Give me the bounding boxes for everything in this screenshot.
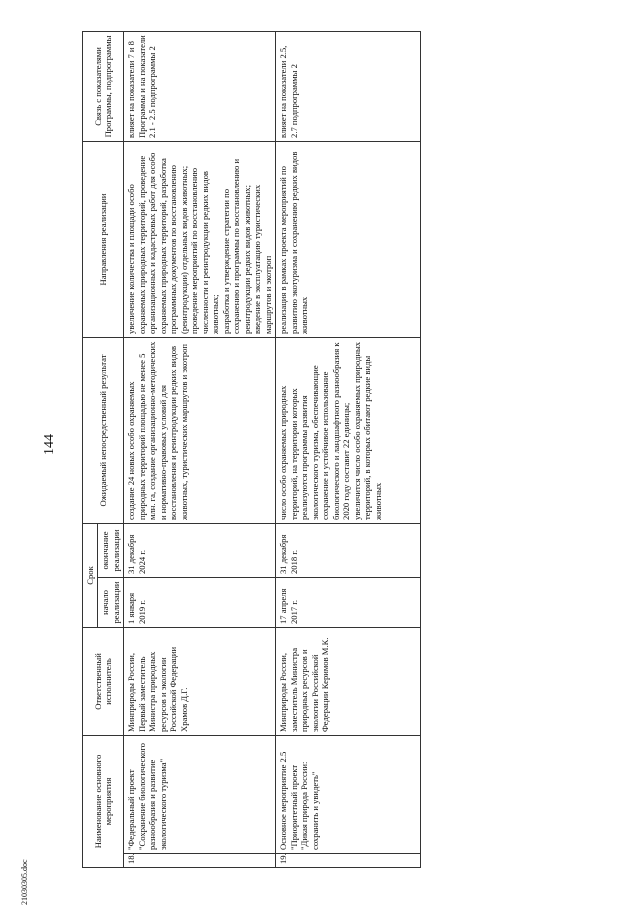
result-text: число особо охраняемых природных территорий, на территории которых реализуются программы развития экологического туризма, обеспечивающие сохранение и устойчивое использование биологического и ландшафтного разнообразия к 2020 году составит 22 единицы; увеличится число особо охраняемых природных территорий, в которых обитают редкие виды животных [278, 341, 383, 520]
indicator-link: влияет на показатели 2.5, 2.7 подпрограммы 2 [276, 31, 421, 141]
measure-name: "Федеральный проект "Сохранение биологического разнообразия и развитие экологического туризма" [124, 735, 276, 853]
header-result: Ожидаемый непосредственный результат [83, 337, 124, 523]
header-start: начало реализации [98, 577, 124, 627]
direction: реализация в рамках проекта мероприятий по развитию экотуризма и сохранению редких видов животных [276, 141, 421, 337]
row-number: 18. [124, 854, 276, 868]
indicator-link: влияет на показатели 7 и 8 Программы и на показатели 2.1 - 2.5 подпрограммы 2 [124, 31, 276, 141]
start-date: 1 января 2019 г. [124, 577, 276, 627]
page-number: 144 [42, 434, 57, 455]
header-row [83, 31, 98, 867]
header-name: Наименование основного мероприятия [83, 735, 124, 867]
table-row [124, 31, 276, 867]
table-row [276, 31, 421, 867]
header-executor: Ответственный исполнитель [83, 627, 124, 735]
direction [124, 141, 276, 337]
document-code: 21030305.doc [20, 859, 29, 905]
header-direction: Направления реализации [83, 141, 124, 337]
end-date: 31 декабря 2018 г. [276, 523, 421, 577]
header-link: Связь с показателями Программы, подпрограммы [83, 31, 124, 141]
header-end: окончание реализации [98, 523, 124, 577]
direction-text: увеличение количества и площади особо охраняемых природных территорий, проведение организационных и кадастровых работ для особо охраняемых природных территорий, разработка программных документов по восстановлению (реинтродукции) отдельных видов животных; проведение мероприятий по восстановлению численности и реинтродукции редких видов животных; разработка и утверждение стратегии по сохранению и программы по восстановлению и реинтродукции редких видов животных; введение в эксплуатацию туристических маршрутов и экотроп [126, 152, 273, 334]
row-number: 19. [276, 854, 421, 868]
executor: Минприроды России, заместитель Министра природных ресурсов и экологии Российской Федерации Керимов М.К. [276, 627, 421, 735]
measures-table [82, 31, 421, 868]
expected-result: создание 24 новых особо охраняемых природных территорий площадью не менее 5 млн. га, создание организационно-методических и нормативно-правовых условий для восстановления и реинтродукции редких видов животных, туристических маршрутов и экотроп [124, 337, 276, 523]
expected-result [276, 337, 421, 523]
rotated-table-sheet [82, 32, 540, 868]
measure-name: Основное мероприятие 2.5 "Приоритетный проект "Дикая природа России: сохранить и увидеть" [276, 735, 421, 853]
executor: Минприроды России, Первый заместитель Министра природных ресурсов и экологии Российской Федерации Храмов Д.Г. [124, 627, 276, 735]
end-date: 31 декабря 2024 г. [124, 523, 276, 577]
header-term: Срок [83, 523, 98, 627]
start-date: 17 апреля 2017 г. [276, 577, 421, 627]
